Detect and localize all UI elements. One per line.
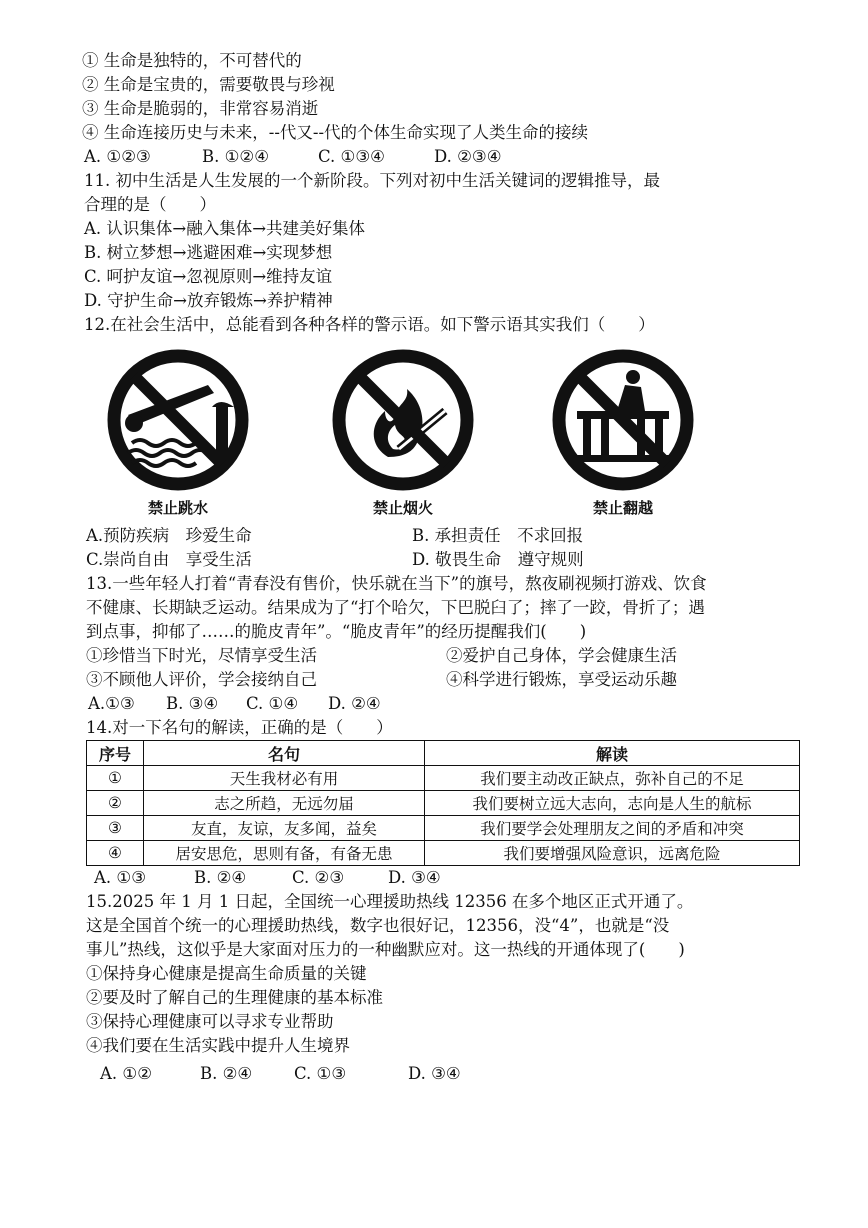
q15-item-2: ②要及时了解自己的生理健康的基本标准 bbox=[86, 988, 383, 1007]
q15-stem-line1: 15.2025 年 1 月 1 日起，全国统一心理援助热线 12356 在多个地区正式开通了。 bbox=[86, 892, 694, 911]
row-interpretation: 我们要树立远大志向，志向是人生的航标 bbox=[425, 791, 800, 816]
sign-caption-no-fire: 禁止烟火 bbox=[372, 499, 433, 517]
q10-item-1: ① 生命是独特的，不可替代的 bbox=[82, 51, 302, 70]
q13-item-2: ②爱护自己身体，学会健康生活 bbox=[446, 646, 677, 665]
q13-item-3: ③不顾他人评价，学会接纳自己 bbox=[86, 670, 317, 689]
q15-options bbox=[100, 1063, 461, 1085]
q15-option-b[interactable]: B. ②④ bbox=[200, 1064, 253, 1083]
q14-option-a[interactable]: A. ①③ bbox=[94, 868, 146, 887]
q13-item-4: ④科学进行锻炼，享受运动乐趣 bbox=[446, 670, 677, 689]
q13-options bbox=[88, 693, 381, 715]
q10-option-d[interactable]: D. ②③④ bbox=[434, 147, 502, 166]
no-fire-icon bbox=[313, 345, 493, 495]
q14-stem: 14.对一下名句的解读，正确的是（ ） bbox=[86, 718, 393, 737]
q15-stem-line3: 事儿”热线，这似乎是大家面对压力的一种幽默应对。这一热线的开通体现了( ) bbox=[86, 940, 685, 959]
q10-option-b[interactable]: B. ①②④ bbox=[202, 147, 269, 166]
no-fire-sign bbox=[313, 345, 493, 525]
q14-option-c[interactable]: C. ②③ bbox=[292, 868, 345, 887]
q14-options bbox=[94, 867, 441, 889]
table-row bbox=[87, 791, 800, 816]
table-row bbox=[87, 841, 800, 866]
q12-option-a[interactable]: A.预防疾病 珍爱生命 bbox=[86, 526, 252, 545]
q14-table bbox=[86, 740, 800, 866]
header-number: 序号 bbox=[87, 741, 144, 766]
q13-stem-line1: 13.一些年轻人打着“青春没有售价，快乐就在当下”的旗号，熬夜刷视频打游戏、饮食 bbox=[86, 574, 707, 593]
q11-stem-line1: 11. 初中生活是人生发展的一个新阶段。下列对初中生活关键词的逻辑推导，最 bbox=[84, 171, 660, 190]
row-quote: 居安思危，思则有备，有备无患 bbox=[144, 841, 425, 866]
q12-stem: 12.在社会生活中，总能看到各种各样的警示语。如下警示语其实我们（ ） bbox=[84, 315, 655, 334]
row-interpretation: 我们要学会处理朋友之间的矛盾和冲突 bbox=[425, 816, 800, 841]
no-climbing-icon bbox=[533, 345, 713, 495]
q11-option-a[interactable]: A. 认识集体→融入集体→共建美好集体 bbox=[84, 219, 366, 238]
q15-option-a[interactable]: A. ①② bbox=[100, 1064, 152, 1083]
row-quote: 志之所趋，无远勿届 bbox=[144, 791, 425, 816]
row-number: ② bbox=[87, 791, 144, 816]
q13-option-d[interactable]: D. ②④ bbox=[328, 694, 381, 713]
table-row bbox=[87, 766, 800, 791]
row-interpretation: 我们要增强风险意识，远离危险 bbox=[425, 841, 800, 866]
row-interpretation: 我们要主动改正缺点，弥补自己的不足 bbox=[425, 766, 800, 791]
row-number: ③ bbox=[87, 816, 144, 841]
q15-stem-line2: 这是全国首个统一的心理援助热线，数字也很好记，12356，没“4”，也就是“没 bbox=[86, 916, 670, 935]
q11-stem-line2: 合理的是（ ） bbox=[84, 195, 216, 214]
q15-option-d[interactable]: D. ③④ bbox=[408, 1064, 461, 1083]
q12-option-c[interactable]: C.崇尚自由 享受生活 bbox=[86, 550, 252, 569]
q15-item-3: ③保持心理健康可以寻求专业帮助 bbox=[86, 1012, 334, 1031]
row-number: ① bbox=[87, 766, 144, 791]
q13-item-1: ①珍惜当下时光，尽情享受生活 bbox=[86, 646, 317, 665]
q12-option-d[interactable]: D. 敬畏生命 遵守规则 bbox=[412, 550, 584, 569]
q14-option-d[interactable]: D. ③④ bbox=[388, 868, 441, 887]
q11-option-b[interactable]: B. 树立梦想→逃避困难→实现梦想 bbox=[84, 243, 333, 262]
q13-option-c[interactable]: C. ①④ bbox=[246, 694, 299, 713]
q13-option-b[interactable]: B. ③④ bbox=[166, 694, 219, 713]
q12-option-b[interactable]: B. 承担责任 不求回报 bbox=[412, 526, 584, 545]
q10-item-4: ④ 生命连接历史与未来，--代又--代的个体生命实现了人类生命的接续 bbox=[82, 123, 589, 142]
q14-option-b[interactable]: B. ②④ bbox=[194, 868, 247, 887]
q10-options bbox=[84, 146, 502, 168]
q13-stem-line2: 不健康、长期缺乏运动。结果成为了“打个哈欠，下巴脱臼了；摔了一跤，骨折了；遇 bbox=[86, 598, 705, 617]
q10-option-c[interactable]: C. ①③④ bbox=[318, 147, 385, 166]
q10-option-a[interactable]: A. ①②③ bbox=[84, 147, 151, 166]
no-climbing-sign bbox=[533, 345, 713, 525]
no-diving-icon bbox=[88, 345, 268, 495]
q10-item-2: ② 生命是宝贵的，需要敬畏与珍视 bbox=[82, 75, 335, 94]
no-diving-sign bbox=[88, 345, 268, 525]
warning-signs bbox=[88, 345, 728, 525]
q13-option-a[interactable]: A.①③ bbox=[88, 694, 135, 713]
q10-item-3: ③ 生命是脆弱的，非常容易消逝 bbox=[82, 99, 319, 118]
table-row bbox=[87, 816, 800, 841]
row-quote: 天生我材必有用 bbox=[144, 766, 425, 791]
q11-option-d[interactable]: D. 守护生命→放弃锻炼→养护精神 bbox=[84, 291, 333, 310]
sign-caption-no-diving: 禁止跳水 bbox=[147, 499, 208, 517]
header-interpretation: 解读 bbox=[425, 741, 800, 766]
q15-item-1: ①保持身心健康是提高生命质量的关键 bbox=[86, 964, 367, 983]
q15-item-4: ④我们要在生活实践中提升人生境界 bbox=[86, 1036, 350, 1055]
row-quote: 友直，友谅，友多闻，益矣 bbox=[144, 816, 425, 841]
header-quote: 名句 bbox=[144, 741, 425, 766]
q15-option-c[interactable]: C. ①③ bbox=[294, 1064, 347, 1083]
q13-stem-line3: 到点事，抑郁了……的脆皮青年”。“脆皮青年”的经历提醒我们( ) bbox=[86, 622, 587, 641]
table-header-row bbox=[87, 741, 800, 766]
q11-option-c[interactable]: C. 呵护友谊→忽视原则→维持友谊 bbox=[84, 267, 333, 286]
sign-caption-no-climbing: 禁止翻越 bbox=[592, 499, 653, 517]
row-number: ④ bbox=[87, 841, 144, 866]
